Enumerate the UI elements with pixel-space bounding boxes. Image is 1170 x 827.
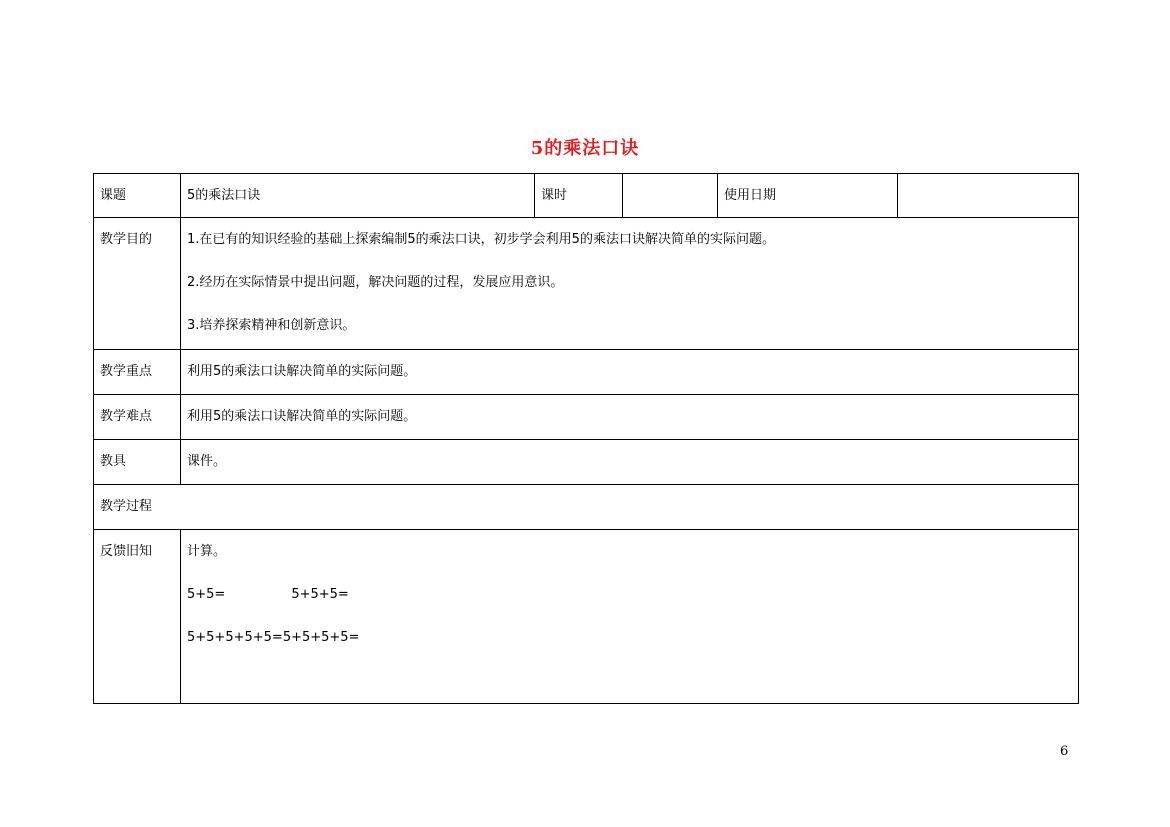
review-equations-line bbox=[187, 586, 1072, 603]
goal-item: 3.培养探索精神和创新意识。 bbox=[187, 318, 356, 333]
goal-item: 1.在已有的知识经验的基础上探索编制5的乘法口诀，初步学会利用5的乘法口诀解决简单的实际问题。 bbox=[187, 232, 775, 247]
table-row-goals bbox=[94, 218, 1079, 350]
table-row-key-point bbox=[94, 350, 1079, 395]
table-row-review bbox=[94, 530, 1079, 704]
difficulty-label: 教学难点 bbox=[94, 395, 181, 440]
topic-value: 5的乘法口诀 bbox=[181, 174, 535, 218]
lesson-plan-table bbox=[93, 173, 1079, 704]
table-row-difficulty bbox=[94, 395, 1079, 440]
review-intro: 计算。 bbox=[187, 544, 227, 559]
difficulty-value: 利用5的乘法口诀解决简单的实际问题。 bbox=[181, 395, 1079, 440]
key-point-label: 教学重点 bbox=[94, 350, 181, 395]
document-title: 5的乘法口诀 bbox=[530, 138, 640, 159]
tools-label: 教具 bbox=[94, 440, 181, 485]
equation: 5+5+5+5+5=5+5+5+5= bbox=[187, 630, 360, 645]
key-point-value: 利用5的乘法口诀解决简单的实际问题。 bbox=[181, 350, 1079, 395]
goals-label: 教学目的 bbox=[94, 218, 181, 350]
topic-label: 课题 bbox=[94, 174, 181, 218]
review-label: 反馈旧知 bbox=[94, 530, 181, 704]
page-number: 6 bbox=[1060, 744, 1069, 759]
table-row-process bbox=[94, 485, 1079, 530]
review-content bbox=[181, 530, 1079, 704]
table-row-topic bbox=[94, 174, 1079, 218]
process-label: 教学过程 bbox=[94, 485, 1079, 530]
goals-content bbox=[181, 218, 1079, 350]
hours-value bbox=[623, 174, 718, 218]
equation: 5+5= bbox=[187, 587, 226, 602]
tools-value: 课件。 bbox=[181, 440, 1079, 485]
goal-item: 2.经历在实际情景中提出问题，解决问题的过程，发展应用意识。 bbox=[187, 275, 564, 290]
table-row-tools bbox=[94, 440, 1079, 485]
date-label: 使用日期 bbox=[718, 174, 898, 218]
equation: 5+5+5= bbox=[291, 587, 349, 602]
date-value bbox=[898, 174, 1079, 218]
hours-label: 课时 bbox=[535, 174, 623, 218]
